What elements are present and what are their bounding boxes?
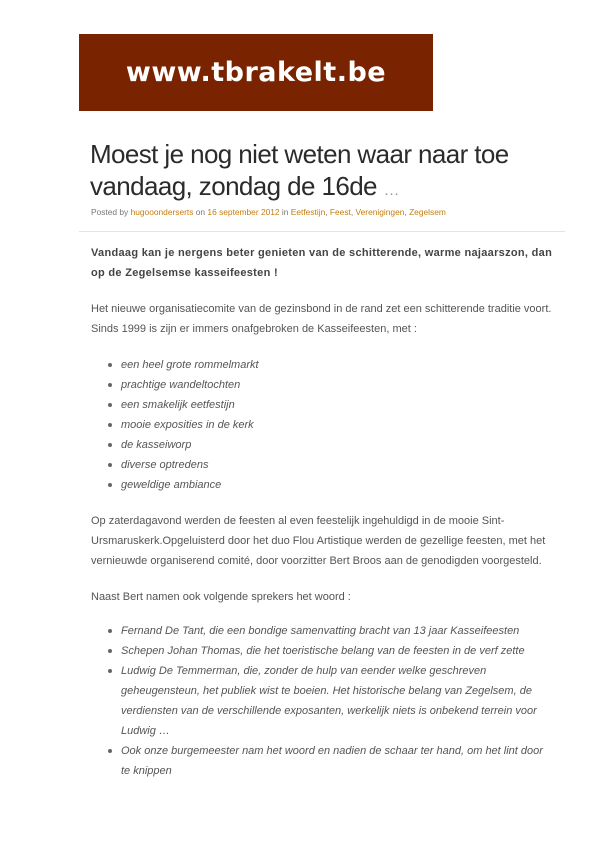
list-item: mooie exposities in de kerk <box>91 415 553 435</box>
speaker-list <box>91 621 553 781</box>
post-title[interactable] <box>90 138 560 207</box>
meta-on: on <box>195 207 206 217</box>
post-content <box>91 243 553 781</box>
paragraph-line: Sinds 1999 is zijn er immers onafgebroken de Kasseifeesten, met : <box>91 323 417 335</box>
meta-in: in <box>281 207 289 217</box>
paragraph: Naast Bert namen ook volgende sprekers het woord : <box>91 591 351 603</box>
category-link[interactable]: Verenigingen <box>355 207 405 217</box>
category-link[interactable]: Eetfestijn <box>290 207 326 217</box>
feature-list <box>91 355 553 495</box>
list-item: Ook onze burgemeester nam het woord en nadien de schaar ter hand, om het lint door te knippen <box>91 741 553 781</box>
list-item: Schepen Johan Thomas, die het toeristische belang van de feesten in de verf zette <box>91 641 553 661</box>
list-item: diverse optredens <box>91 455 553 475</box>
site-banner-text: www.tbrakelt.be <box>125 57 387 88</box>
post-title-text[interactable]: Moest je nog niet weten waar naar toe vandaag, zondag de 16de <box>90 139 509 201</box>
paragraph <box>91 299 553 339</box>
lead-paragraph: Vandaag kan je nergens beter genieten van de schitterende, warme najaarszon, dan op de Zegelsemse kasseifeesten ! <box>91 247 553 279</box>
list-item: prachtige wandeltochten <box>91 375 553 395</box>
paragraph-line: Het nieuwe organisatiecomite van de gezinsbond in de rand zet een schitterende traditie voort. <box>91 303 552 315</box>
site-banner[interactable] <box>79 34 433 111</box>
paragraph: Op zaterdagavond werden de feesten al even feestelijk ingehuldigd in de mooie Sint-Ursmaruskerk.Opgeluisterd door het duo Flou Artistique werden de gezellige feesten, met het vernieuwde organiserend comité, door voorzitter Bert Broos aan de genodigden voorgesteld. <box>91 515 546 567</box>
author-link[interactable]: hugooonderserts <box>130 207 194 217</box>
title-ellipsis: … <box>383 182 400 199</box>
date-link[interactable]: 16 september 2012 <box>207 207 280 217</box>
list-item: een smakelijk eetfestijn <box>91 395 553 415</box>
list-item: geweldige ambiance <box>91 475 553 495</box>
category-link[interactable]: Zegelsem <box>409 207 446 217</box>
list-item: Ludwig De Temmerman, die, zonder de hulp van eender welke geschreven geheugensteun, het publiek wist te boeien. Het historische belang van Zegelsem, de verdiensten van de verschillende exposanten, werkelijk niets is onbekend terrein voor Ludwig … <box>91 661 553 741</box>
list-item: een heel grote rommelmarkt <box>91 355 553 375</box>
meta-prefix: Posted by <box>91 207 129 217</box>
list-item: Fernand De Tant, die een bondige samenvatting bracht van 13 jaar Kasseifeesten <box>91 621 553 641</box>
list-item: de kasseiworp <box>91 435 553 455</box>
header-divider <box>79 231 565 232</box>
post-meta: Posted by hugooonderserts on 16 september 2012 in Eetfestijn, Feest, Verenigingen, Zegelsem <box>91 207 446 217</box>
category-link[interactable]: Feest <box>329 207 351 217</box>
